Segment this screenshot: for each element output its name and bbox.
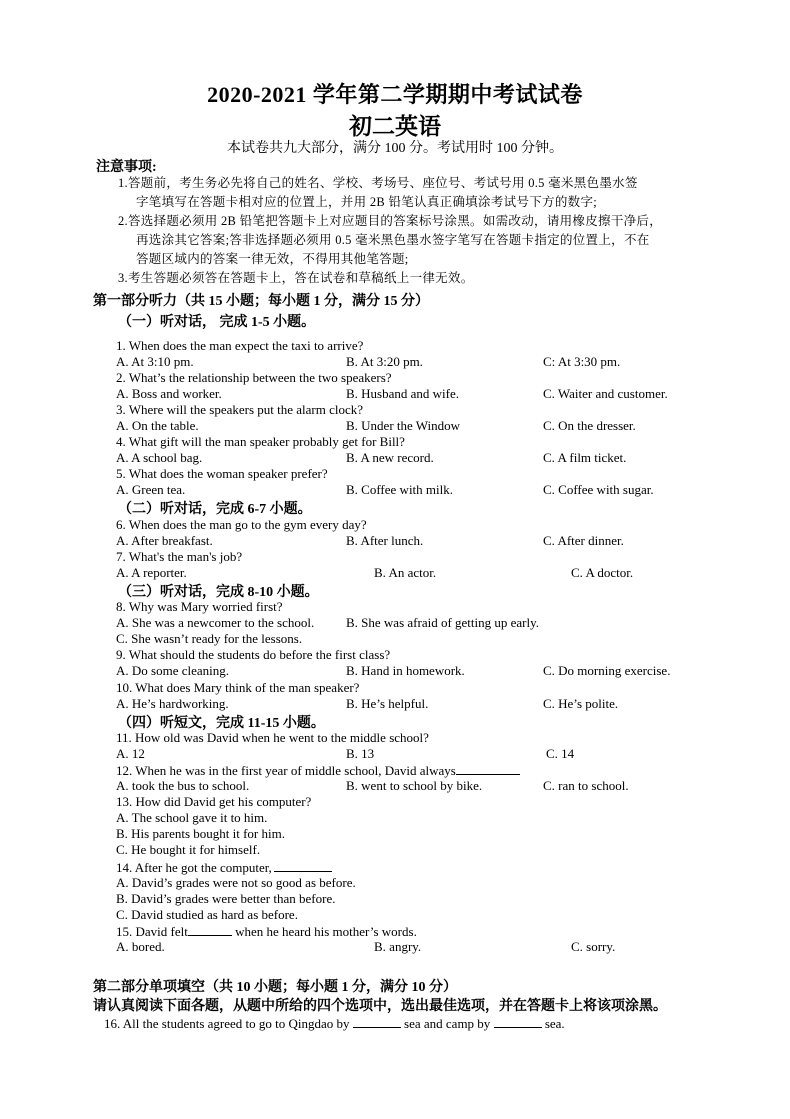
q4-option-c: C. A film ticket. xyxy=(543,450,627,465)
question-16-text-mid: sea and camp by xyxy=(400,1016,494,1031)
note-2: 2.答选择题必须用 2B 铅笔把答题卡上对应题目的答案标号涂黑。如需改动，请用橡皮擦干净后， xyxy=(118,214,663,228)
question-6: 6. When does the man go to the gym every day? xyxy=(116,517,367,532)
q8-option-a: A. She was a newcomer to the school. xyxy=(116,615,315,630)
q12-option-b: B. went to school by bike. xyxy=(346,778,483,793)
q5-option-a: A. Green tea. xyxy=(116,482,186,497)
q3-option-c: C. On the dresser. xyxy=(543,418,636,433)
exam-title: 2020-2021 学年第二学期期中考试试卷 xyxy=(207,82,583,107)
q1-option-c: C: At 3:30 pm. xyxy=(543,354,621,369)
q9-option-a: A. Do some cleaning. xyxy=(116,663,230,678)
question-15 xyxy=(116,923,417,940)
exam-intro: 本试卷共九大部分，满分 100 分。考试用时 100 分钟。 xyxy=(227,141,563,156)
question-14 xyxy=(116,859,332,876)
answer-blank xyxy=(353,1015,401,1028)
q15-option-c: C. sorry. xyxy=(571,939,616,954)
q3-option-b: B. Under the Window xyxy=(346,418,461,433)
exam-subject: 初二英语 xyxy=(349,114,441,139)
q6-option-a: A. After breakfast. xyxy=(116,533,213,548)
q12-option-a: A. took the bus to school. xyxy=(116,778,250,793)
question-7: 7. What's the man's job? xyxy=(116,549,243,564)
q2-option-c: C. Waiter and customer. xyxy=(543,386,668,401)
question-5: 5. What does the woman speaker prefer? xyxy=(116,466,328,481)
question-11: 11. How old was David when he went to the middle school? xyxy=(116,730,429,745)
question-12-text: 12. When he was in the first year of middle school, David always xyxy=(116,763,456,778)
q15-option-b: B. angry. xyxy=(374,939,422,954)
q8-option-c: C. She wasn’t ready for the lessons. xyxy=(116,631,303,646)
part1-sub3: （三）听对话，完成 8-10 小题。 xyxy=(118,585,319,600)
q5-option-c: C. Coffee with sugar. xyxy=(543,482,654,497)
q6-option-b: B. After lunch. xyxy=(346,533,424,548)
q1-option-a: A. At 3:10 pm. xyxy=(116,354,194,369)
q14-option-b: B. David’s grades were better than before. xyxy=(116,891,336,906)
q3-option-a: A. On the table. xyxy=(116,418,199,433)
note-2-cont2: 答题区域内的答案一律无效，不得用其他笔答题; xyxy=(136,252,409,266)
q14-option-c: C. David studied as hard as before. xyxy=(116,907,298,922)
q5-option-b: B. Coffee with milk. xyxy=(346,482,454,497)
question-1: 1. When does the man expect the taxi to arrive? xyxy=(116,338,364,353)
q10-option-a: A. He’s hardworking. xyxy=(116,696,229,711)
q6-option-c: C. After dinner. xyxy=(543,533,624,548)
part1-heading: 第一部分听力（共 15 小题；每小题 1 分，满分 15 分） xyxy=(93,294,429,309)
question-16-text-end: sea. xyxy=(541,1016,565,1031)
q11-option-c: C. 14 xyxy=(546,746,575,761)
q4-option-b: B. A new record. xyxy=(346,450,434,465)
q13-option-a: A. The school gave it to him. xyxy=(116,810,268,825)
notes-heading: 注意事项: xyxy=(96,160,157,175)
part1-sub4: （四）听短文，完成 11-15 小题。 xyxy=(118,716,325,731)
q11-option-b: B. 13 xyxy=(346,746,375,761)
q7-option-b: B. An actor. xyxy=(374,565,437,580)
question-12 xyxy=(116,762,520,779)
part1-sub2: （二）听对话，完成 6-7 小题。 xyxy=(118,502,312,517)
answer-blank xyxy=(274,859,332,872)
question-15-text: 15. David felt xyxy=(116,924,188,939)
part2-heading: 第二部分单项填空（共 10 小题；每小题 1 分，满分 10 分） xyxy=(93,980,457,995)
question-13: 13. How did David get his computer? xyxy=(116,794,312,809)
question-9: 9. What should the students do before the first class? xyxy=(116,647,391,662)
question-2: 2. What’s the relationship between the two speakers? xyxy=(116,370,392,385)
q11-option-a: A. 12 xyxy=(116,746,145,761)
note-3: 3.考生答题必须答在答题卡上，答在试卷和草稿纸上一律无效。 xyxy=(118,271,474,285)
question-10: 10. What does Mary think of the man speaker? xyxy=(116,680,360,695)
answer-blank xyxy=(456,762,520,775)
question-16-text: 16. All the students agreed to go to Qingdao by xyxy=(104,1016,353,1031)
question-14-text: 14. After he got the computer, xyxy=(116,860,272,875)
q14-option-a: A. David’s grades were not so good as before. xyxy=(116,875,356,890)
part2-instruction: 请认真阅读下面各题，从题中所给的四个选项中，选出最佳选项，并在答题卡上将该项涂黑。 xyxy=(93,999,667,1014)
answer-blank xyxy=(188,923,232,936)
q13-option-c: C. He bought it for himself. xyxy=(116,842,261,857)
answer-blank xyxy=(494,1015,542,1028)
note-1: 1.答题前，考生务必先将自己的姓名、学校、考场号、座位号、考试号用 0.5 毫米黑色墨水签 xyxy=(118,176,638,190)
q9-option-c: C. Do morning exercise. xyxy=(543,663,671,678)
q13-option-b: B. His parents bought it for him. xyxy=(116,826,285,841)
question-4: 4. What gift will the man speaker probably get for Bill? xyxy=(116,434,405,449)
q7-option-a: A. A reporter. xyxy=(116,565,187,580)
q2-option-b: B. Husband and wife. xyxy=(346,386,460,401)
part1-sub1: （一）听对话， 完成 1-5 小题。 xyxy=(118,315,316,330)
q1-option-b: B. At 3:20 pm. xyxy=(346,354,423,369)
q4-option-a: A. A school bag. xyxy=(116,450,203,465)
question-3: 3. Where will the speakers put the alarm clock? xyxy=(116,402,364,417)
q10-option-c: C. He’s polite. xyxy=(543,696,619,711)
q10-option-b: B. He’s helpful. xyxy=(346,696,429,711)
q12-option-c: C. ran to school. xyxy=(543,778,629,793)
question-15-text-end: when he heard his mother’s words. xyxy=(231,924,417,939)
q7-option-c: C. A doctor. xyxy=(571,565,634,580)
q8-option-b: B. She was afraid of getting up early. xyxy=(346,615,540,630)
note-2-cont: 再选涂其它答案;答非选择题必须用 0.5 毫米黑色墨水签字笔写在答题卡指定的位置上，不在 xyxy=(136,233,650,247)
q2-option-a: A. Boss and worker. xyxy=(116,386,222,401)
question-16 xyxy=(104,1015,565,1032)
note-1-cont: 字笔填写在答题卡相对应的位置上，并用 2B 铅笔认真正确填涂考试号下方的数字; xyxy=(136,195,598,209)
question-8: 8. Why was Mary worried first? xyxy=(116,599,283,614)
q9-option-b: B. Hand in homework. xyxy=(346,663,465,678)
q15-option-a: A. bored. xyxy=(116,939,165,954)
